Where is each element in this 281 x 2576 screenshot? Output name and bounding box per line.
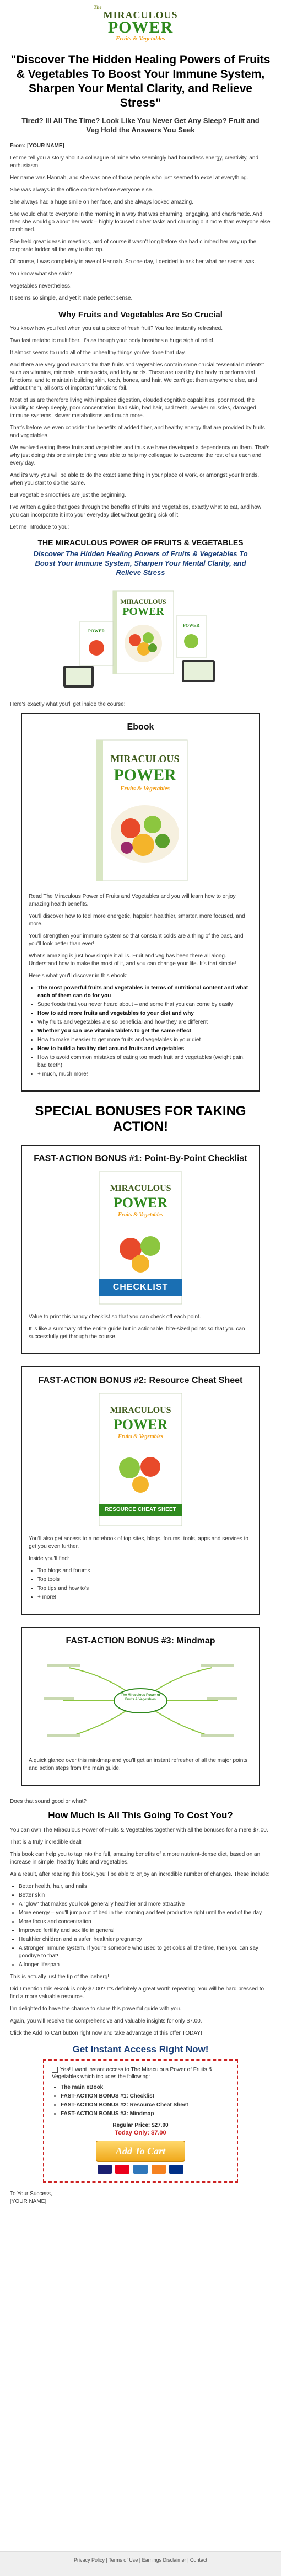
bonus1-title: FAST-ACTION BONUS #1: Point-By-Point Checklist: [34, 1154, 247, 1163]
mastercard-icon: [115, 2165, 129, 2174]
list-item: • How to add more fruits and vegetables to your diet and why: [37, 1010, 252, 1018]
svg-text:POWER: POWER: [114, 766, 176, 784]
order-check-text: Yes! I want instant access to The Miraculous Power of Fruits & Vegetables which includes the following:: [52, 2067, 213, 2080]
logo-fruits-veg: Fruits & Vegetables: [116, 35, 165, 42]
bonus1-box: [21, 1145, 260, 1354]
intro-para: Vegetables nevertheless.: [10, 283, 72, 289]
intro-para: She held great ideas in meetings, and of course it wasn't long before she had climbed her way up the corporate ladder all the way to the top.: [10, 239, 257, 253]
list-item: • + much, much more!: [37, 1071, 252, 1078]
bonus2-para: You'll also get access to a notebook of top sites, blogs, forums, tools, apps and services to get you even further.: [29, 1536, 248, 1550]
svg-text:POWER: POWER: [113, 1417, 168, 1433]
list-item: • Better skin: [19, 1892, 271, 1899]
bonus1-para: Value to print this handy checklist so that you can check off each point.: [29, 1314, 201, 1320]
list-item: • FAST-ACTION BONUS #1: Checklist: [61, 2093, 229, 2100]
brand-logo: [83, 4, 198, 43]
price-para: I'm delighted to have the chance to share this powerful guide with you.: [10, 2006, 181, 2012]
mindmap-image: [36, 1651, 245, 1750]
why-para: That's before we even consider the benefits of added fiber, and healthy energy that are provided by fruits and vegetables.: [10, 425, 265, 439]
why-para: You know how you feel when you eat a piece of fresh fruit? You feel instantly refreshed.: [10, 326, 223, 332]
paypal-icon: [169, 2165, 183, 2174]
price-para: As a result, after reading this book, you'll be able to enjoy an incredible number of changes. These include:: [10, 1871, 270, 1877]
access-title: Get Instant Access Right Now!: [72, 2044, 209, 2055]
intro-para: Of course, I was completely in awe of Hannah. So one day, I decided to ask her what her secret was.: [10, 259, 256, 265]
ebook-para: Here's what you'll discover in this ebook:: [29, 973, 128, 979]
logo-miraculous: MIRACULOUS: [103, 9, 178, 20]
why-para: We evolved eating these fruits and vegetables and thus we have developed a dependency on them. That's why just doing this one simple thing was able to help my colleague to overcome the rest of us each and every day.: [10, 445, 270, 466]
why-para: Let me introduce to you:: [10, 524, 69, 530]
intro-para: Her name was Hannah, and she was one of those people who just seemed to excel at everything.: [10, 175, 248, 181]
list-item: • Whether you can use vitamin tablets to get the same effect: [37, 1028, 252, 1035]
ebook-box: [21, 713, 260, 1092]
list-item: • How to build a healthy diet around fruits and vegetables: [37, 1045, 252, 1053]
ebook-title: Ebook: [127, 722, 154, 732]
price-para: Again, you will receive the comprehensive and valuable insights for only $7.00.: [10, 2018, 202, 2024]
intro-para: She would chat to everyone in the morning in a way that was charming, engaging, and charismatic. And then she would go about her work – highly focused on her tasks and churning out more than everyone else combined.: [10, 211, 271, 233]
checkbox-icon[interactable]: [52, 2067, 58, 2073]
discover-icon: [152, 2165, 166, 2174]
ebook-para: You'll strengthen your immune system so that constant colds are a thing of the past, and you'll look better than ever!: [29, 933, 244, 947]
ebook-para: What's amazing is just how simple it all is. Fruit and veg has been there all along. Understand how to make the most of it, and you can change your life. It's that simple!: [29, 953, 236, 967]
list-item: • A longer lifespan: [19, 1961, 271, 1969]
list-item: • FAST-ACTION BONUS #2: Resource Cheat Sheet: [61, 2101, 229, 2109]
price-para: Did I mention this eBook is only $7.00? It's definitely a great worth repeating. You will be hard pressed to find a more valuable resource.: [10, 1986, 264, 2000]
price-title: How Much Is All This Going To Cost You?: [48, 1810, 233, 1821]
svg-text:POWER: POWER: [88, 629, 105, 634]
price-para: This is actually just the tip of the iceberg!: [10, 1974, 110, 1980]
product-lead: Here's exactly what you'll get inside the course:: [10, 701, 126, 707]
why-para: Two fast metabolic multifiber. It's as though your body breathes a huge sigh of relief.: [10, 338, 215, 344]
intro-para: You know what she said?: [10, 271, 72, 277]
today-price: Today Only: $7.00: [115, 2130, 166, 2136]
list-item: • Better health, hair, and nails: [19, 1883, 271, 1891]
price-para: You can own The Miraculous Power of Fruits & Vegetables together with all the bonuses for a mere $7.00.: [10, 1827, 268, 1833]
list-item: • FAST-ACTION BONUS #3: Mindmap: [61, 2110, 229, 2118]
bonus2-bullets: [29, 1567, 252, 1601]
svg-text:MIRACULOUS: MIRACULOUS: [110, 1184, 171, 1193]
list-item: • Top tips and how to's: [37, 1585, 252, 1593]
page-subhead: Tired? Ill All The Time? Look Like You Never Get Any Sleep? Fruit and Veg Hold the Answers You Seek: [21, 116, 260, 134]
list-item: • Top blogs and forums: [37, 1567, 252, 1575]
svg-text:Fruits & Vegetables: Fruits & Vegetables: [118, 1434, 163, 1440]
ebook-para: You'll discover how to feel more energetic, happier, healthier, smarter, more focused, and more.: [29, 913, 245, 927]
svg-text:POWER: POWER: [122, 605, 164, 618]
bonus3-para: A quick glance over this mindmap and you'll get an instant refresher of all the major points and action steps from the main guide.: [29, 1758, 248, 1771]
benefits-list: [10, 1883, 271, 1969]
bonus3-title: FAST-ACTION BONUS #3: Mindmap: [66, 1636, 215, 1646]
list-item: • Why fruits and vegetables are so beneficial and how they are different: [37, 1019, 252, 1026]
bonus2-para: Inside you'll find:: [29, 1556, 69, 1562]
top-header: [0, 0, 281, 49]
list-item: • + more!: [37, 1594, 252, 1601]
price-section: [10, 1827, 271, 2037]
logo-power: POWER: [107, 18, 174, 36]
list-item: • The most powerful fruits and vegetables in terms of nutritional content and what each of them can do for you: [37, 984, 252, 1000]
list-item: • More focus and concentration: [19, 1918, 271, 1926]
ebook-cover: [85, 737, 196, 886]
why-para: It almost seems to undo all of the unhealthy things you've done that day.: [10, 350, 186, 356]
svg-text:Fruits & Vegetables: Fruits & Vegetables: [120, 785, 170, 792]
list-item: • A "glow" that makes you look generally healthier and more attractive: [19, 1901, 271, 1908]
product-bundle-image: [58, 583, 223, 693]
svg-text:MIRACULOUS: MIRACULOUS: [110, 753, 180, 764]
checklist-label: CHECKLIST: [112, 1282, 169, 1292]
sign-line: To Your Success,: [10, 2191, 52, 2197]
mindmap-center-label: The Miraculous Power of Fruits & Vegetables: [121, 1694, 160, 1701]
bonus2-box: [21, 1366, 260, 1615]
page-footer: [0, 2551, 281, 2576]
main-content: [0, 53, 281, 2206]
why-para: And it's why you will be able to do the exact same thing in your place of work, or amongst your friends, when you start to do the same.: [10, 472, 260, 486]
price-para: Click the Add To Cart button right now and take advantage of this offer TODAY!: [10, 2030, 202, 2036]
list-item: • More energy – you'll jump out of bed in the morning and feel productive right until the end of the day: [19, 1909, 271, 1917]
footer-links[interactable]: Privacy Policy | Terms of Use | Earnings Disclaimer | Contact: [74, 2557, 207, 2563]
cheat-sheet-label: RESOURCE CHEAT SHEET: [105, 1507, 176, 1513]
list-item: • Improved fertility and sex life in general: [19, 1927, 271, 1935]
order-box: [43, 2059, 238, 2183]
ebook-bullets: [29, 984, 252, 1078]
why-title: Why Fruits and Vegetables Are So Crucial: [58, 310, 223, 320]
logo-the: The: [94, 4, 102, 10]
list-item: • How to make it easier to get more fruits and vegetables in your diet: [37, 1036, 252, 1044]
intro-para: Let me tell you a story about a colleague of mine who seemingly had boundless energy, creativity, and enthusiasm.: [10, 155, 259, 169]
svg-text:MIRACULOUS: MIRACULOUS: [110, 1406, 171, 1415]
amex-icon: [133, 2165, 148, 2174]
list-item: • How to avoid common mistakes of eating too much fruit and vegetables (weight gain, bad teeth): [37, 1054, 252, 1069]
bonus1-para: It is like a summary of the entire guide but in actionable, bite-sized points so that you can successfully get through the course.: [29, 1326, 245, 1340]
regular-price: Regular Price: $27.00: [112, 2122, 169, 2128]
signature: [10, 2190, 271, 2206]
intro-para: She always had a huge smile on her face, and she always looked amazing.: [10, 199, 193, 205]
intro-story: [10, 155, 271, 302]
why-para: I've written a guide that goes through the benefits of fruits and vegetables, exactly what to eat, and how you can incorporate it into your everyday diet without getting sick of it!: [10, 504, 262, 518]
svg-text:POWER: POWER: [182, 623, 200, 628]
checklist-cover: [91, 1169, 190, 1307]
bundle-illustration: [58, 583, 223, 693]
price-para: This book can help you to tap into the full, amazing benefits of a more nutrient-dense diet, based on an increase in simple, healthy fruits and vegetables.: [10, 1851, 261, 1865]
product-title: THE MIRACULOUS POWER OF FRUITS & VEGETABLES: [37, 538, 244, 547]
list-item: • The main eBook: [61, 2084, 229, 2091]
sign-name: [YOUR NAME]: [10, 2199, 47, 2205]
price-para: That is a truly incredible deal!: [10, 1839, 82, 1845]
list-item: • Healthier children and a safer, healthier pregnancy: [19, 1936, 271, 1944]
cheat-sheet-cover: [91, 1391, 190, 1529]
from-line: From: [YOUR NAME]: [10, 143, 64, 149]
list-item: • A stronger immune system. If you're someone who used to get colds all the time, then you can say goodbye to that!: [19, 1945, 271, 1960]
list-item: • Superfoods that you never heard about – and some that you can come by easily: [37, 1001, 252, 1009]
svg-text:POWER: POWER: [113, 1195, 168, 1211]
order-items: [52, 2084, 229, 2118]
add-to-cart-button[interactable]: Add To Cart: [96, 2141, 185, 2162]
bonus2-title: FAST-ACTION BONUS #2: Resource Cheat Sheet: [38, 1376, 243, 1385]
ebook-cover-art: [85, 737, 196, 886]
page-headline: "Discover The Hidden Healing Powers of Fruits & Vegetables To Boost Your Immune System, Sharpen Your Mental Clarity, and Relieve Stress": [10, 54, 271, 109]
product-subtitle: Discover The Hidden Healing Powers of Fruits & Vegetables To Boost Your Immune System, Sharpen Your Mental Clarity, and Relieve Stress: [33, 550, 248, 577]
why-para: Most of us are therefore living with impaired digestion, clouded cognitive capabilities, poor mood, the inability to sleep deeply, poor concentration, bad skin, bad hair, bad teeth, weaker muscles, damaged immune systems, slower metabolisms and much more.: [10, 397, 256, 419]
visa-icon: [98, 2165, 112, 2174]
payment-cards: [52, 2165, 229, 2174]
why-section: [10, 325, 271, 531]
list-item: • Top tools: [37, 1576, 252, 1584]
bonus3-box: [21, 1627, 260, 1786]
why-para: But vegetable smoothies are just the beginning.: [10, 492, 126, 498]
intro-para: She was always in the office on time before everyone else.: [10, 187, 153, 193]
svg-text:Fruits & Vegetables: Fruits & Vegetables: [118, 1212, 163, 1218]
why-para: And there are very good reasons for that! fruits and vegetables contain some crucial "essential nutrients" such as vitamins, minerals, amino acids, and fatty acids. These are used by the body to perform vital functions, and to maintain building skin, teeth, bones, and hair. We can't get them anywhere else, and without them, all sorts of important functions fail.: [10, 362, 264, 391]
svg-text:MIRACULOUS: MIRACULOUS: [120, 598, 166, 605]
intro-para: It seems so simple, and yet it made perfect sense.: [10, 295, 133, 301]
sounds-good: Does that sound good or what?: [10, 1798, 87, 1805]
ebook-para: Read The Miraculous Power of Fruits and Vegetables and you will learn how to enjoy amazing health benefits.: [29, 893, 236, 907]
bonus-heading: SPECIAL BONUSES FOR TAKING ACTION!: [35, 1104, 246, 1134]
order-checkbox-row[interactable]: [52, 2066, 229, 2080]
